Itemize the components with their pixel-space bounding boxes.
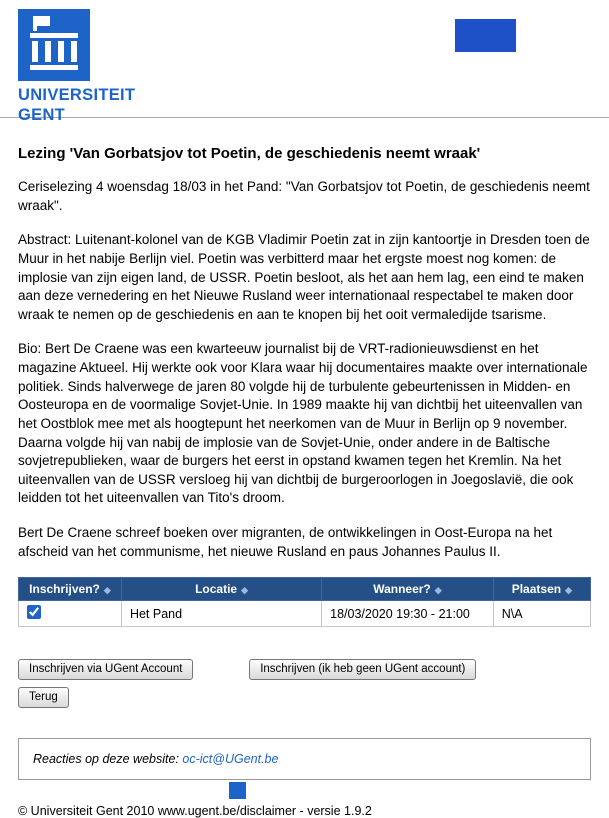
subscribe-checkbox[interactable] <box>27 605 41 619</box>
bottom-blue-square <box>229 782 246 799</box>
feedback-email-link[interactable]: oc-ict@UGent.be <box>182 752 279 767</box>
cell-plaatsen: N\A <box>493 601 590 627</box>
top-right-banner <box>455 19 516 52</box>
footer-copyright: © Universiteit Gent 2010 www.ugent.be/disclaimer - versie 1.9.2 <box>18 804 372 818</box>
ugent-logo-icon[interactable] <box>18 9 90 81</box>
bio-paragraph: Bio: Bert De Craene was een kwarteeuw journalist bij de VRT-radionieuwsdienst en het magazine Aktueel. Hij werkte ook voor Klara waar hij documentaires maakte over internationale politiek. Sinds halverwege de jaren 80 volgde hij de turbulente gebeurtenissen in Midden- en Oosteuropa en de voormalige Sovjet-Unie. In 1989 maakte hij van dichtbij het uiteenvallen van het Oostblok mee met als hoogtepunt het neerkomen van de Muur in Berlijn op 9 november. Daarna volgde hij van nabij de implosie van de Sovjet-Unie, onder andere in de Baltische sovjetrepublieken, waar de burgers het eerst in opstand kwamen tegen het Kremlin. Na het uiteenvallen van de USSR versloeg hij van dichtbij de burgeroorlogen in Joegoslavië, die ook leidden tot het uiteenvallen van Tito's droom. <box>18 341 588 506</box>
cell-inschrijven <box>19 601 122 627</box>
column-header-label: Wanneer? <box>373 582 431 597</box>
org-name-line2: GENT <box>18 105 66 124</box>
org-name-line1: UNIVERSITEIT <box>18 86 136 104</box>
abstract-paragraph: Abstract: Luitenant-kolonel van de KGB Vladimir Poetin zat in zijn kantoortje in Dresden toen de Muur in het nabije Berlijn viel. Poetin was verbitterd maar het ergste moest nog komen: de implosie van zijn eigen land, de USSR. Poetin besloot, als het aan hem lag, een eind te maken aan deze vernedering en het Nieuwe Rusland weer internationaal respectabel te maken door wraak te nemen op de geschiedenis en aan te knopen bij het ooit vermaledijde tsarisme. <box>18 232 590 322</box>
feedback-box <box>18 738 591 780</box>
cell-wanneer: 18/03/2020 19:30 - 21:00 <box>322 601 494 627</box>
column-header-inschrijven[interactable] <box>19 578 122 601</box>
main-content <box>0 145 609 818</box>
subscribe-ugent-account-button[interactable]: Inschrijven via UGent Account <box>18 659 193 680</box>
column-header-wanneer[interactable] <box>322 578 494 601</box>
button-row <box>18 659 591 680</box>
button-row-2 <box>18 687 591 708</box>
sort-icon: ◆ <box>241 585 249 596</box>
column-header-label: Locatie <box>195 582 238 597</box>
column-header-label: Inschrijven? <box>29 582 100 597</box>
column-header-label: Plaatsen <box>511 582 562 597</box>
page-title: Lezing 'Van Gorbatsjov tot Poetin, de geschiedenis neemt wraak' <box>18 145 481 162</box>
sort-icon: ◆ <box>434 585 442 596</box>
outro-paragraph: Bert De Craene schreef boeken over migranten, de ontwikkelingen in Oost-Europa na het afscheid van het communisme, het nieuwe Rusland en paus Johannes Paulus II. <box>18 525 553 559</box>
back-button[interactable]: Terug <box>18 687 69 708</box>
university-temple-icon <box>18 9 90 81</box>
cell-locatie: Het Pand <box>121 601 321 627</box>
subscribe-no-account-button[interactable]: Inschrijven (ik heb geen UGent account) <box>249 659 476 680</box>
intro-paragraph: Ceriselezing 4 woensdag 18/03 in het Pand: "Van Gorbatsjov tot Poetin, de geschiedenis neemt wraak". <box>18 179 590 213</box>
sort-icon: ◆ <box>103 585 111 596</box>
column-header-plaatsen[interactable] <box>493 578 590 601</box>
page <box>0 0 609 124</box>
site-header <box>18 0 591 124</box>
session-table <box>18 577 591 627</box>
org-name <box>18 86 591 126</box>
column-header-locatie[interactable] <box>121 578 321 601</box>
table-header-row <box>19 578 591 601</box>
feedback-label: Reacties op deze website: <box>33 752 183 767</box>
table-row <box>19 601 591 627</box>
sort-icon: ◆ <box>565 585 572 596</box>
